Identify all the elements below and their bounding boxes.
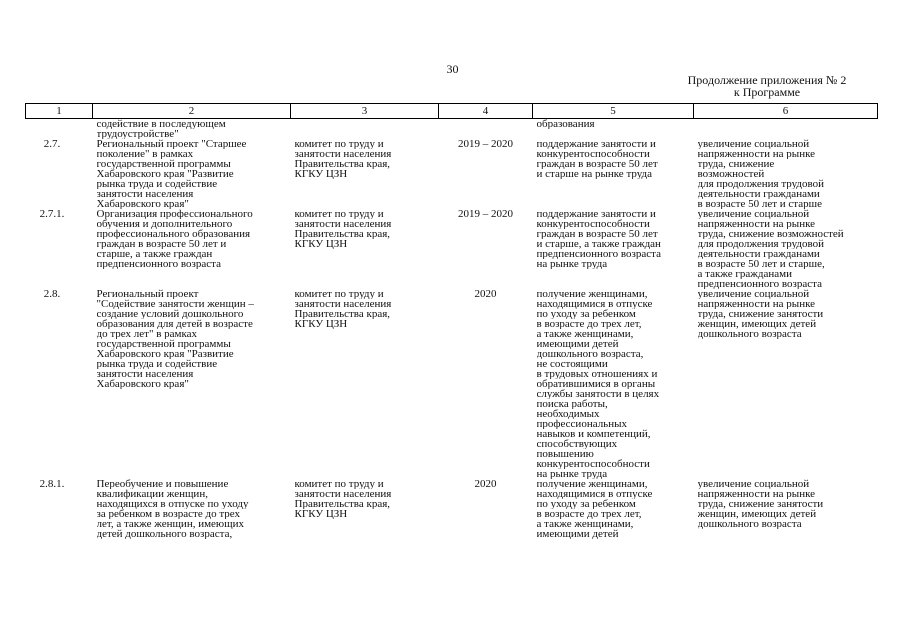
expected-result-line: а также женщинами,: [536, 329, 634, 339]
table-row: [26, 479, 878, 539]
event-name-line: государственной программы: [96, 159, 231, 169]
row-number: [26, 119, 93, 140]
event-name-line: Переобучение и повышение: [96, 479, 229, 489]
event-name-line: до трех лет" в рамках: [96, 329, 198, 339]
event-name-line: квалификации женщин,: [96, 489, 208, 499]
expected-result: [533, 289, 694, 479]
appendix-note-line1: Продолжение приложения № 2: [687, 73, 847, 87]
expected-result-line: в возрасте до трех лет,: [536, 319, 642, 329]
expected-result-line: граждан в возрасте 50 лет: [536, 229, 658, 239]
non-implementation-effect: [694, 119, 878, 140]
event-name-line: образования для детей в возрасте: [96, 319, 253, 329]
expected-result-line: имеющими детей: [536, 339, 619, 349]
executor-line: Правительства края,: [294, 229, 391, 239]
executor-line: комитет по труду и: [294, 289, 384, 299]
expected-result: [533, 139, 694, 209]
executor-line: комитет по труду и: [294, 479, 384, 489]
expected-result-line: образования: [536, 119, 595, 129]
expected-result-line: и старше на рынке труда: [536, 169, 653, 179]
expected-result-line: конкурентоспособности: [536, 219, 650, 229]
non-implementation-effect-line: деятельности гражданами: [697, 249, 820, 259]
expected-result-line: по уходу за ребенком: [536, 499, 636, 509]
event-name-line: за ребенком в возрасте до трех: [96, 509, 241, 519]
executor-line: Правительства края,: [294, 159, 391, 169]
expected-result-line: на рынке труда: [536, 469, 608, 479]
non-implementation-effect-line: для продолжения трудовой: [697, 179, 825, 189]
event-name-line: находящихся в отпуске по уходу: [96, 499, 249, 509]
program-table: [25, 103, 878, 539]
executor-line: КГКУ ЦЗН: [294, 239, 348, 249]
expected-result-line: службы занятости в целях: [536, 389, 660, 399]
table-row: [26, 139, 878, 209]
executor: [291, 289, 439, 479]
non-implementation-effect-line: труда, снижение: [697, 159, 775, 169]
expected-result-line: обратившимися в органы: [536, 379, 656, 389]
col-header-3: 3: [291, 104, 439, 119]
event-name-line: государственной программы: [96, 339, 231, 349]
col-header-6: 6: [694, 104, 878, 119]
expected-result-line: не состоящими: [536, 359, 608, 369]
non-implementation-effect-line: напряженности на рынке: [697, 299, 816, 309]
expected-result-line: а также женщинами,: [536, 519, 634, 529]
non-implementation-effect-line: а также гражданами: [697, 269, 792, 279]
non-implementation-effect: [694, 289, 878, 479]
non-implementation-effect-line: деятельности гражданами: [697, 189, 820, 199]
event-name-line: Хабаровского края": [96, 199, 189, 209]
expected-result-line: навыков и компетенций,: [536, 429, 651, 439]
expected-result-line: конкурентоспособности: [536, 459, 650, 469]
expected-result-line: поддержание занятости и: [536, 209, 656, 219]
period: [439, 119, 533, 140]
executor-line: комитет по труду и: [294, 139, 384, 149]
expected-result-line: по уходу за ребенком: [536, 309, 636, 319]
event-name-line: рынка труда и содействие: [96, 179, 218, 189]
non-implementation-effect-line: предпенсионного возраста: [697, 279, 822, 289]
non-implementation-effect-line: увеличение социальной: [697, 479, 810, 489]
event-name-line: профессионального образования: [96, 229, 251, 239]
non-implementation-effect-line: в возрасте 50 лет и старше: [697, 199, 822, 209]
page-number: 30: [446, 62, 459, 76]
non-implementation-effect-line: увеличение социальной: [697, 139, 810, 149]
event-name: [93, 479, 291, 539]
executor: [291, 209, 439, 289]
non-implementation-effect-line: напряженности на рынке: [697, 489, 816, 499]
event-name-line: детей дошкольного возраста,: [96, 529, 233, 539]
event-name-line: занятости населения: [96, 369, 194, 379]
event-name-line: Хабаровского края": [96, 379, 189, 389]
expected-result-line: необходимых: [536, 409, 600, 419]
expected-result-line: предпенсионного возраста: [536, 249, 661, 259]
non-implementation-effect: [694, 139, 878, 209]
executor-line: Правительства края,: [294, 499, 391, 509]
expected-result-line: на рынке труда: [536, 259, 608, 269]
event-name: [93, 289, 291, 479]
executor-line: занятости населения: [294, 219, 392, 229]
event-name-line: "Содействие занятости женщин –: [96, 299, 254, 309]
event-name-line: трудоустройстве": [96, 129, 179, 139]
non-implementation-effect-line: женщин, имеющих детей: [697, 319, 817, 329]
event-name-line: предпенсионного возраста: [96, 259, 221, 269]
event-name-line: Хабаровского края "Развитие: [96, 349, 234, 359]
event-name: [93, 119, 291, 140]
event-name-line: Региональный проект "Старшее: [96, 139, 247, 149]
event-name-line: поколение" в рамках: [96, 149, 194, 159]
appendix-note: [667, 74, 867, 98]
executor-line: занятости населения: [294, 149, 392, 159]
non-implementation-effect-line: возможностей: [697, 169, 765, 179]
non-implementation-effect-line: труда, снижение занятости: [697, 499, 824, 509]
event-name-line: обучения и дополнительного: [96, 219, 233, 229]
event-name: [93, 139, 291, 209]
event-name-line: создание условий дошкольного: [96, 309, 244, 319]
event-name-line: Организация профессионального: [96, 209, 253, 219]
executor-line: занятости населения: [294, 299, 392, 309]
non-implementation-effect-line: увеличение социальной: [697, 209, 810, 219]
table-row: [26, 119, 878, 140]
executor-line: КГКУ ЦЗН: [294, 509, 348, 519]
period: 2020: [474, 288, 497, 300]
expected-result-line: дошкольного возраста,: [536, 349, 644, 359]
event-name-line: рынка труда и содействие: [96, 359, 218, 369]
executor: [291, 139, 439, 209]
expected-result-line: в трудовых отношениях и: [536, 369, 658, 379]
col-header-1: 1: [26, 104, 93, 119]
expected-result: [533, 209, 694, 289]
executor-line: комитет по труду и: [294, 209, 384, 219]
expected-result: [533, 119, 694, 140]
expected-result-line: поддержание занятости и: [536, 139, 656, 149]
expected-result-line: имеющими детей: [536, 529, 619, 539]
expected-result-line: находящимися в отпуске: [536, 299, 653, 309]
row-number: 2.7.: [43, 138, 61, 150]
non-implementation-effect: [694, 479, 878, 539]
non-implementation-effect-line: дошкольного возраста: [697, 329, 802, 339]
col-header-5: 5: [533, 104, 694, 119]
executor: [291, 119, 439, 140]
expected-result-line: поиска работы,: [536, 399, 608, 409]
non-implementation-effect-line: напряженности на рынке: [697, 149, 816, 159]
expected-result-line: граждан в возрасте 50 лет: [536, 159, 658, 169]
row-number: 2.8.: [43, 288, 61, 300]
non-implementation-effect-line: для продолжения трудовой: [697, 239, 825, 249]
event-name-line: лет, а также женщин, имеющих: [96, 519, 245, 529]
expected-result-line: и старше, а также граждан: [536, 239, 661, 249]
non-implementation-effect-line: труда, снижение возможностей: [697, 229, 844, 239]
event-name-line: старше, а также граждан: [96, 249, 213, 259]
event-name-line: граждан в возрасте 50 лет и: [96, 239, 227, 249]
expected-result-line: способствующих: [536, 439, 618, 449]
expected-result: [533, 479, 694, 539]
event-name-line: содействие в последующем: [96, 119, 226, 129]
non-implementation-effect-line: увеличение социальной: [697, 289, 810, 299]
table-row: [26, 209, 878, 289]
executor-line: Правительства края,: [294, 309, 391, 319]
non-implementation-effect-line: труда, снижение занятости: [697, 309, 824, 319]
expected-result-line: в возрасте до трех лет,: [536, 509, 642, 519]
executor-line: занятости населения: [294, 489, 392, 499]
row-number: 2.8.1.: [39, 478, 65, 490]
col-header-4: 4: [439, 104, 533, 119]
col-header-2: 2: [93, 104, 291, 119]
event-name: [93, 209, 291, 289]
non-implementation-effect-line: дошкольного возраста: [697, 519, 802, 529]
event-name-line: занятости населения: [96, 189, 194, 199]
period: 2019 – 2020: [458, 138, 513, 150]
event-name-line: Региональный проект: [96, 289, 199, 299]
appendix-note-line2: к Программе: [733, 85, 801, 99]
event-name-line: Хабаровского края "Развитие: [96, 169, 234, 179]
period: 2019 – 2020: [458, 208, 513, 220]
expected-result-line: профессиональных: [536, 419, 627, 429]
executor-line: КГКУ ЦЗН: [294, 319, 348, 329]
table-header-row: [26, 104, 878, 119]
non-implementation-effect-line: напряженности на рынке: [697, 219, 816, 229]
non-implementation-effect-line: женщин, имеющих детей: [697, 509, 817, 519]
non-implementation-effect: [694, 209, 878, 289]
expected-result-line: конкурентоспособности: [536, 149, 650, 159]
non-implementation-effect-line: в возрасте 50 лет и старше,: [697, 259, 825, 269]
expected-result-line: находящимися в отпуске: [536, 489, 653, 499]
executor-line: КГКУ ЦЗН: [294, 169, 348, 179]
table-row: [26, 289, 878, 479]
expected-result-line: повышению: [536, 449, 594, 459]
executor: [291, 479, 439, 539]
expected-result-line: получение женщинами,: [536, 479, 648, 489]
expected-result-line: получение женщинами,: [536, 289, 648, 299]
row-number: 2.7.1.: [39, 208, 65, 220]
period: 2020: [474, 478, 497, 490]
